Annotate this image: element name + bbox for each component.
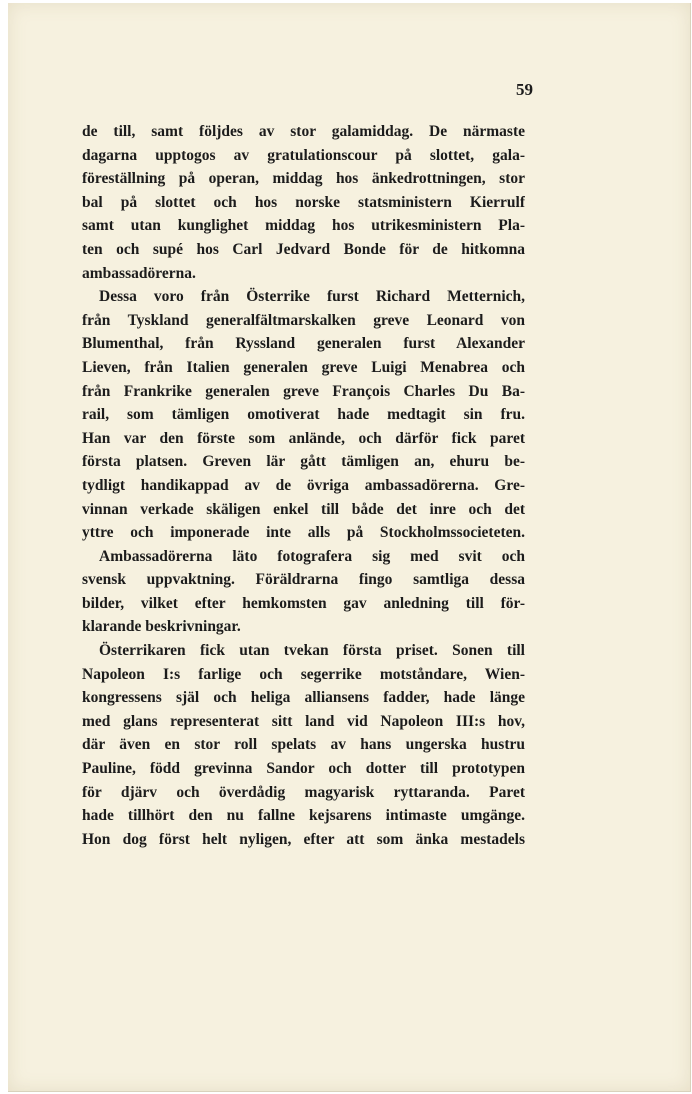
text-line: yttre och imponerade inte alls på Stockholmssocieteten. bbox=[82, 524, 525, 542]
body-text bbox=[82, 120, 525, 851]
text-line: tydligt handikappad av de övriga ambassadörerna. Gre- bbox=[82, 476, 525, 494]
text-line: bilder, vilket efter hemkomsten gav anledning till för- bbox=[82, 594, 525, 612]
text-line: kongressens själ och heliga alliansens fadder, hade länge bbox=[82, 689, 525, 707]
text-line: där även en stor roll spelats av hans ungerska hustru bbox=[82, 736, 525, 754]
text-line: hade tillhört den nu fallne kejsarens intimaste umgänge. bbox=[82, 807, 525, 825]
text-line: ten och supé hos Carl Jedvard Bonde för de hitkomna bbox=[82, 240, 525, 258]
text-line: klarande beskrivningar. bbox=[82, 618, 241, 636]
text-line: Ambassadörerna läto fotografera sig med svit och bbox=[99, 547, 525, 565]
text-line: första platsen. Greven lär gått tämligen an, ehuru be- bbox=[82, 453, 525, 471]
text-line: rail, som tämligen omotiverat hade medtagit sin fru. bbox=[82, 406, 525, 424]
text-line: ambassadörerna. bbox=[82, 264, 196, 282]
page-number: 59 bbox=[516, 80, 533, 99]
text-line: vinnan verkade skäligen enkel till både det inre och det bbox=[82, 500, 525, 518]
text-line: från Frankrike generalen greve François Charles Du Ba- bbox=[82, 382, 525, 400]
book-page bbox=[8, 3, 691, 1092]
text-line: samt utan kunglighet middag hos utrikesministern Pla- bbox=[82, 217, 525, 235]
text-line: från Tyskland generalfältmarskalken greve Leonard von bbox=[82, 311, 525, 329]
text-line: Napoleon I:s farlige och segerrike motståndare, Wien- bbox=[82, 665, 525, 683]
text-line: Österrikaren fick utan tvekan första priset. Sonen till bbox=[99, 642, 525, 660]
text-line: bal på slottet och hos norske statsministern Kierrulf bbox=[82, 193, 525, 211]
text-line: Blumenthal, från Ryssland generalen furst Alexander bbox=[82, 335, 525, 353]
text-line: Dessa voro från Österrike furst Richard Metternich, bbox=[99, 288, 525, 306]
text-line: med glans representerat sitt land vid Napoleon III:s hov, bbox=[82, 712, 525, 730]
text-line: svensk uppvaktning. Föräldrarna fingo samtliga dessa bbox=[82, 571, 525, 589]
text-line: Han var den förste som anlände, och därför fick paret bbox=[82, 429, 525, 447]
text-line: de till, samt följdes av stor galamiddag. De närmaste bbox=[82, 123, 525, 140]
text-line: dagarna upptogos av gratulationscour på slottet, gala- bbox=[82, 146, 525, 164]
text-line: Lieven, från Italien generalen greve Luigi Menabrea och bbox=[82, 358, 525, 376]
text-line: Pauline, född grevinna Sandor och dotter till prototypen bbox=[82, 760, 525, 778]
text-line: föreställning på operan, middag hos änkedrottningen, stor bbox=[82, 170, 525, 188]
text-line: Hon dog först helt nyligen, efter att som änka mestadels bbox=[82, 830, 525, 848]
text-line: för djärv och överdådig magyarisk ryttaranda. Paret bbox=[82, 783, 525, 801]
